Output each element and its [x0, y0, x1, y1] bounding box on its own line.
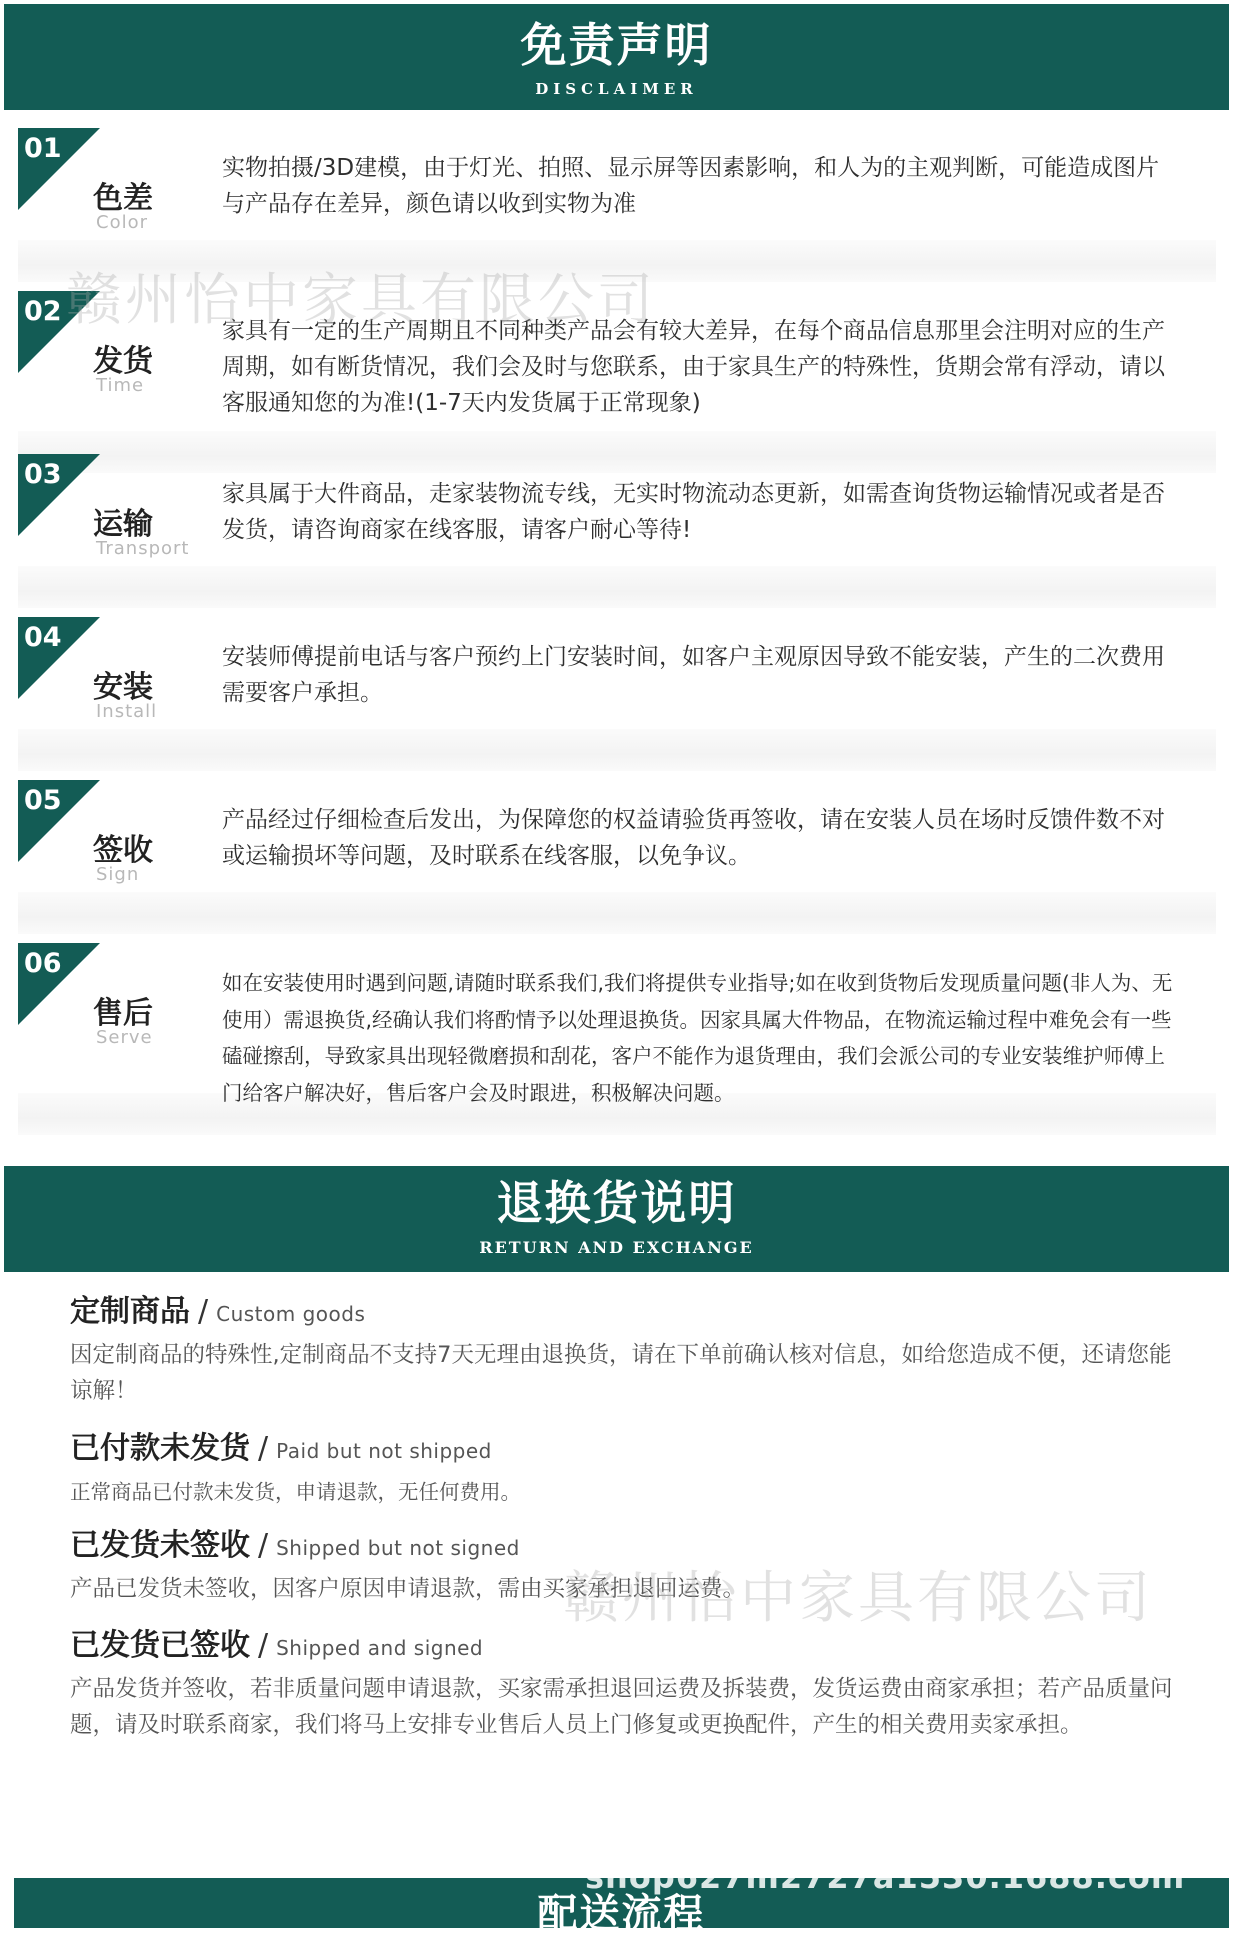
return-section-shipped-signed — [70, 1628, 1190, 1743]
item-text: 安装师傅提前电话与客户预约上门安装时间，如客户主观原因导致不能安装，产生的二次费用需要客户承担。 — [222, 644, 1165, 706]
item-text: 家具属于大件商品，走家装物流专线，无实时物流动态更新，如需查询货物运输情况或者是否发货，请咨询商家在线客服，请客户耐心等待! — [222, 481, 1165, 543]
return-title: 退换货说明 — [496, 1176, 737, 1230]
item-shadow — [18, 729, 1216, 771]
section-heading — [70, 1294, 1190, 1329]
return-banner — [4, 1166, 1229, 1272]
item-label-en: Install — [96, 701, 158, 722]
disclaimer-item-transport — [0, 454, 1240, 614]
item-label-en: Transport — [96, 538, 190, 559]
section-title-en: Shipped and signed — [276, 1636, 484, 1660]
heading-slash: / — [198, 1294, 209, 1329]
item-text: 如在安装使用时遇到问题,请随时联系我们,我们将提供专业指导;如在收到货物后发现质量问题(非人为、无使用）需退换货,经确认我们将酌情予以处理退换货。因家具属大件物品，在物流运输过程中难免会有一些磕碰擦刮，导致家具出现轻微磨损和刮花，客户不能作为退货理由，我们会派公司的专业安装维护师傅上门给客户解决好，售后客户会及时跟进，积极解决问题。 — [222, 971, 1173, 1105]
item-label-en: Color — [96, 212, 148, 233]
item-text: 家具有一定的生产周期且不同种类产品会有较大差异，在每个商品信息那里会注明对应的生产周期，如有断货情况，我们会及时与您联系，由于家具生产的特殊性，货期会常有浮动，请以客服通知您的为准!(1-7天内发货属于正常现象) — [222, 318, 1165, 416]
section-heading — [70, 1431, 1190, 1466]
item-label: 发货 — [93, 344, 153, 379]
section-title-en: Custom goods — [216, 1302, 366, 1326]
section-text: 产品已发货未签收，因客户原因申请退款，需由买家承担退回运费。 — [70, 1576, 746, 1602]
disclaimer-item-serve — [0, 943, 1240, 1143]
delivery-title: 配送流程 — [537, 1890, 706, 1937]
item-label-en: Sign — [96, 864, 140, 885]
return-section-custom — [70, 1294, 1190, 1409]
disclaimer-banner — [4, 4, 1229, 110]
heading-slash: / — [258, 1528, 269, 1563]
item-number: 02 — [24, 296, 62, 327]
heading-slash: / — [258, 1628, 269, 1663]
section-title: 已发货已签收 — [70, 1628, 250, 1663]
item-text: 产品经过仔细检查后发出，为保障您的权益请验货再签收，请在安装人员在场时反馈件数不对或运输损坏等问题，及时联系在线客服，以免争议。 — [222, 807, 1165, 869]
company-watermark: 赣州怡中家具有限公司 — [66, 268, 656, 333]
item-number: 04 — [24, 622, 62, 653]
section-title-en: Shipped but not signed — [276, 1536, 520, 1560]
item-label-en: Serve — [96, 1027, 153, 1048]
item-label: 安装 — [93, 670, 153, 705]
item-number: 01 — [24, 133, 62, 164]
section-text: 产品发货并签收，若非质量问题申请退款，买家需承担退回运费及拆装费，发货运费由商家承担；若产品质量问题，请及时联系商家，我们将马上安排专业售后人员上门修复或更换配件，产生的相关费用卖家承担。 — [70, 1676, 1173, 1738]
section-text: 正常商品已付款未发货，申请退款，无任何费用。 — [70, 1480, 521, 1504]
item-number: 03 — [24, 459, 62, 490]
shop-url-watermark: shop627m2727a1530.1688.com — [585, 1858, 1186, 1896]
item-label: 签收 — [93, 833, 153, 868]
disclaimer-item-install — [0, 617, 1240, 777]
company-watermark: 赣州怡中家具有限公司 — [563, 1566, 1153, 1631]
section-heading — [70, 1628, 1190, 1663]
item-shadow — [18, 566, 1216, 608]
disclaimer-item-sign — [0, 780, 1240, 940]
disclaimer-subtitle: DISCLAIMER — [535, 80, 698, 98]
section-title: 定制商品 — [70, 1294, 190, 1329]
section-title: 已发货未签收 — [70, 1528, 250, 1563]
item-label-en: Time — [96, 375, 145, 396]
section-title: 已付款未发货 — [70, 1431, 250, 1466]
return-section-paid-not-shipped — [70, 1431, 1190, 1510]
disclaimer-title: 免责声明 — [520, 18, 713, 72]
item-text: 实物拍摄/3D建模，由于灯光、拍照、显示屏等因素影响，和人为的主观判断，可能造成图片与产品存在差异，颜色请以收到实物为准 — [222, 155, 1160, 217]
item-label: 售后 — [93, 996, 153, 1031]
item-number: 06 — [24, 948, 62, 979]
item-shadow — [18, 892, 1216, 934]
section-title-en: Paid but not shipped — [276, 1439, 492, 1463]
item-label: 运输 — [93, 507, 153, 542]
section-text: 因定制商品的特殊性,定制商品不支持7天无理由退换货，请在下单前确认核对信息，如给您造成不便，还请您能谅解！ — [70, 1342, 1172, 1404]
item-label: 色差 — [93, 181, 153, 216]
return-subtitle: RETURN AND EXCHANGE — [479, 1238, 754, 1257]
heading-slash: / — [258, 1431, 269, 1466]
item-number: 05 — [24, 785, 62, 816]
